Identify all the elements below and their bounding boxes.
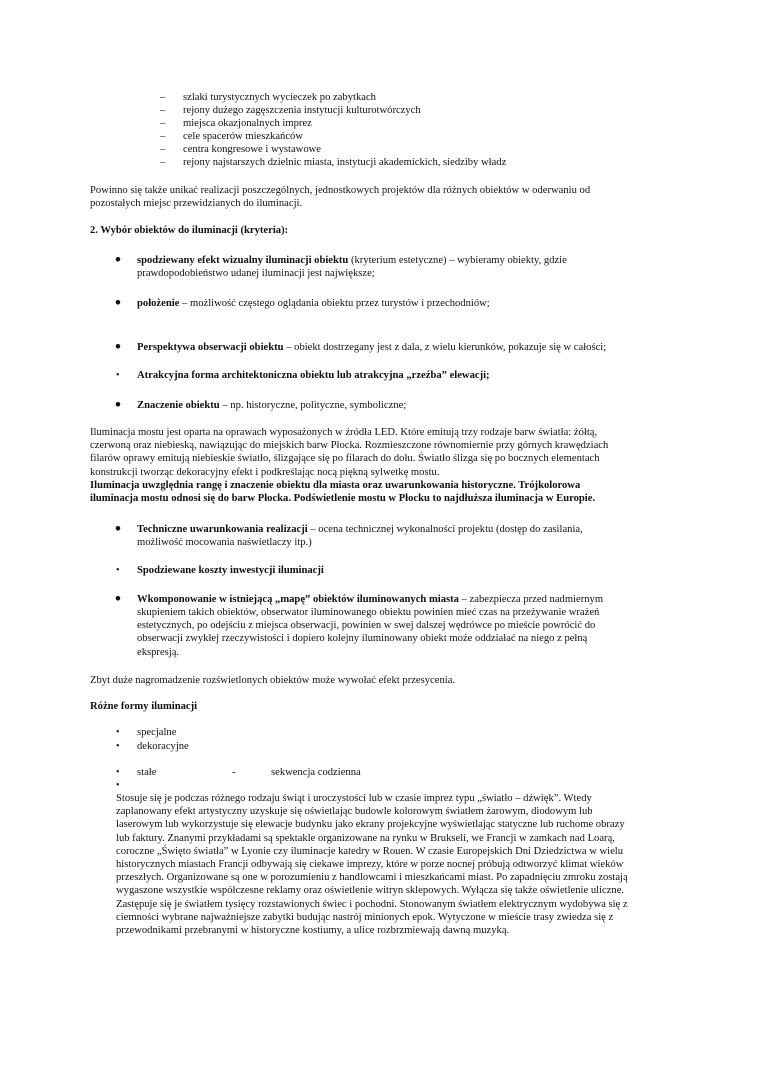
criterion-location: [137, 297, 490, 310]
bullet-marker: •: [116, 370, 120, 381]
bullet-marker: •: [116, 767, 120, 778]
form-item: specjalne: [137, 727, 177, 738]
paragraph-line: ekspresją.: [137, 646, 180, 658]
criterion-title: Perspektywa obserwacji obiektu: [137, 342, 284, 353]
bullet-marker: •: [116, 741, 120, 752]
paragraph-line: estetycznych, po odejściu z miejsca obserwacji, powinien w swej dalszej wędrówce po mieście powrócić do: [137, 620, 596, 632]
dash-marker: –: [160, 92, 166, 103]
bullet-marker: •: [115, 519, 121, 538]
paragraph-line: Zastępuje się je światłem tysięcy rozstawionych świec i pochodni. Stonowanym światłem elektrycznym wydobywa się z: [116, 898, 628, 910]
criterion-text: – np. historyczne, polityczne, symboliczne;: [219, 400, 407, 411]
criterion-text: – zabezpiecza przed nadmiernym: [458, 594, 604, 605]
intro-paragraph: [90, 184, 590, 210]
forms-heading: Różne formy iluminacji: [90, 701, 198, 712]
criterion-title: Znaczenie obiektu: [137, 400, 220, 411]
criterion-text-line: możliwość mocowania naświetlaczy itp.): [137, 537, 312, 548]
paragraph-line: konstrukcji tworząc dekoracyjny efekt i podkreślając nocą piękną sylwetkę mostu.: [90, 466, 440, 478]
paragraph-line: Iluminacja mostu jest oparta na oprawach wyposażonych w źródła LED. Które emitują trzy rodzaje barw światła: żółtą,: [90, 427, 598, 438]
criterion-technical: [137, 523, 583, 536]
bullet-marker: •: [116, 727, 120, 738]
dash-marker: –: [160, 157, 166, 168]
bullet-marker: •: [115, 337, 121, 356]
criterion-title: położenie: [137, 298, 180, 309]
paragraph-line: ciemności wybrane najważniejsze zabytki budując nastrój minionych epok. Wytyczone w mieście trasy zwiedza się z: [116, 911, 614, 923]
criterion-text: (kryterium estetyczne) – wybieramy obiekty, gdzie: [348, 255, 567, 266]
criterion-costs: Spodziewane koszty inwestycji iluminacji: [137, 565, 324, 576]
overload-note: Zbyt duże nagromadzenie rozświetlonych obiektów może wywołać efekt przesycenia.: [90, 675, 456, 686]
bullet-marker: •: [115, 293, 121, 312]
paragraph-line: Iluminacja uwzględnia rangę i znaczenie obiektu dla miasta oraz uwarunkowania historyczne. Trójkolorowa: [90, 479, 581, 491]
bullet-marker: •: [115, 250, 121, 269]
paragraph-line: obserwacji zwykłej rzeczywistości i dopiero kolejny iluminowany obiekt może oddziałać na niego z pełną: [137, 633, 588, 645]
dash-marker: –: [160, 144, 166, 155]
paragraph-line: zaplanowany efekt artystyczny uzyskuje się oświetlając budowle kolorowym światłem żarowym, diodowym lub: [116, 806, 593, 818]
criterion-visual-effect: [137, 254, 567, 267]
paragraph-line: iluminacja mostu odnosi się do barw Płocka. Podświetlenie mostu w Płocku to najdłuższa iluminacja w Europie.: [90, 493, 596, 505]
paragraph-line: laserowym lub wykorzystuje się elewacje budynku jako ekrany projekcyjne wyświetlając statyczne lub ruchome obrazy: [116, 819, 625, 831]
criterion-title: Wkomponowanie w istniejącą „mapę” obiektów iluminowanych miasta: [137, 594, 459, 605]
form-item-stale: stałe: [137, 767, 157, 778]
criterion-significance: [137, 399, 406, 412]
section-heading: 2. Wybór obiektów do iluminacji (kryteria):: [90, 225, 289, 236]
final-paragraph: [116, 792, 628, 937]
paragraph-line: skupieniem takich obiektów, obserwator iluminowanego obiektu powinien mieć czas na przeżywanie wrażeń: [137, 607, 600, 618]
paragraph-line: wygaszone wszystkie współczesne reklamy oraz oświetlenie witryn sklepowych. Wyłącza się także oświetlenie uliczne.: [116, 885, 625, 897]
criterion-title: Techniczne uwarunkowania realizacji: [137, 524, 308, 535]
dash-marker: –: [160, 118, 166, 129]
form-separator: -: [232, 767, 236, 778]
paragraph-line: coroczne „Święto światła” w Lyonie czy iluminacje katedry w Rouen. W czasie Europejskich Dni Dziedzictwa w wielu: [116, 845, 624, 857]
criterion-perspective: [137, 341, 606, 354]
bridge-paragraph: [90, 426, 608, 505]
dash-marker: –: [160, 105, 166, 116]
bullet-marker: •: [116, 780, 120, 791]
paragraph-line: Powinno się także unikać realizacji poszczególnych, jednostkowych projektów dla różnych obiektów w oderwaniu od: [90, 185, 591, 196]
criterion-text: – obiekt dostrzegany jest z dala, z wielu kierunków, pokazuje się w całości;: [283, 342, 607, 353]
list-item: rejony dużego zagęszczenia instytucji kulturotwórczych: [183, 105, 421, 116]
paragraph-line: przeszłych. Organizowane są one w porozumieniu z handlowcami i mieszkańcami miast. Po zapadnięciu zmroku zostają: [116, 872, 628, 884]
bullet-marker: •: [115, 395, 121, 414]
bullet-marker: •: [116, 565, 120, 576]
list-item: rejony najstarszych dzielnic miasta, instytucji akademickich, siedziby władz: [183, 157, 507, 168]
paragraph-line: przewodnikami przebranymi w historyczne kostiumy, a ulice rozbrzmiewają dawną muzyką.: [116, 925, 510, 937]
paragraph-line: historycznych miastach Francji odbywają się ciekawe imprezy, które w porze nocnej próbują odtworzyć klimat wieków: [116, 859, 624, 871]
list-item: miejsca okazjonalnych imprez: [183, 118, 312, 129]
dash-marker: –: [160, 131, 166, 142]
list-item: cele spacerów mieszkańców: [183, 131, 304, 142]
paragraph-line: lub faktury. Znanymi przykładami są spektakle organizowane na rynku w Brukseli, we Francji w zamkach nad Loarą,: [116, 832, 615, 844]
criterion-form: Atrakcyjna forma architektoniczna obiektu lub atrakcyjna „rzeźba” elewacji;: [137, 370, 490, 381]
paragraph-line: pozostałych miejsc przewidzianych do iluminacji.: [90, 198, 303, 210]
criterion-composition: [137, 593, 603, 606]
form-item: dekoracyjne: [137, 741, 189, 752]
criterion-text-line: prawdopodobieństwo udanej iluminacji jest największe;: [137, 268, 375, 279]
criterion-text: – ocena technicznej wykonalności projektu (dostęp do zasilania,: [307, 524, 583, 535]
paragraph-line: filarów oprawy emitują niebieskie światło, ślizgające się po filarach do dołu. Światło ślizga się po bocznych elementach: [90, 453, 600, 465]
paragraph-line: czerwoną oraz niebieską, nawiązując do miejskich barw Płocka. Rozmieszczone równomiernie przy górnych krawędziach: [90, 440, 609, 452]
criterion-text: – możliwość częstego oglądania obiektu przez turystów i przechodniów;: [179, 298, 490, 309]
paragraph-line: Stosuje się je podczas różnego rodzaju świąt i uroczystości lub w czasie imprez typu „światło – dźwięk”. Wtedy: [116, 793, 592, 804]
list-item: szlaki turystycznych wycieczek po zabytkach: [183, 92, 376, 103]
criterion-title: spodziewany efekt wizualny iluminacji obiektu: [137, 255, 349, 266]
bullet-marker: •: [115, 589, 121, 608]
list-item: centra kongresowe i wystawowe: [183, 144, 321, 155]
form-item-sequence: sekwencja codzienna: [271, 767, 361, 778]
criterion-continuation: [137, 606, 599, 659]
